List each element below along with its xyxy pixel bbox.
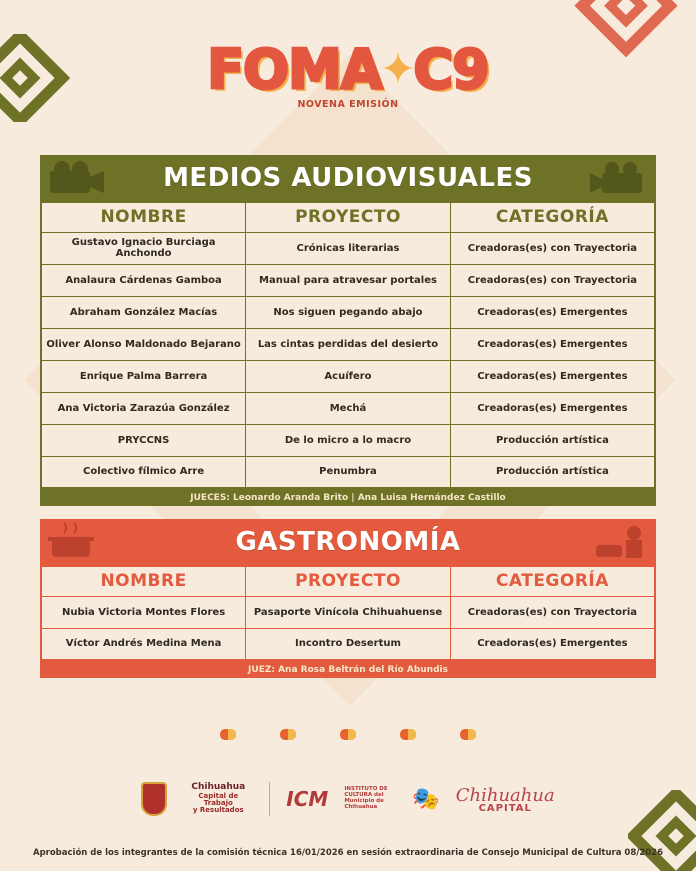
dot-icon [220, 729, 236, 740]
table-row [41, 264, 655, 296]
table-row [41, 232, 655, 264]
sponsor-logos [0, 782, 696, 816]
logo-title-right: C9 [413, 38, 489, 101]
nombre-cell: Abraham González Macías [41, 296, 246, 328]
nombre-cell: Nubia Victoria Montes Flores [41, 596, 246, 628]
medios-title: MEDIOS AUDIOVISUALES [163, 163, 533, 193]
medios-table [40, 201, 656, 489]
categoria-cell: Creadoras(es) Emergentes [450, 328, 655, 360]
table-row [41, 392, 655, 424]
proyecto-cell: Crónicas literarias [246, 232, 451, 264]
categoria-cell: Creadoras(es) Emergentes [450, 392, 655, 424]
proyecto-cell: De lo micro a lo macro [246, 424, 451, 456]
proyecto-cell: Manual para atravesar portales [246, 264, 451, 296]
theater-masks-icon: 🎭 [412, 786, 440, 812]
categoria-cell: Creadoras(es) con Trayectoria [450, 232, 655, 264]
table-row [41, 596, 655, 628]
decorative-dots [0, 729, 696, 740]
nombre-cell: Colectivo fílmico Arre [41, 456, 246, 488]
table-row [41, 328, 655, 360]
camera-illustration-icon [44, 159, 108, 199]
categoria-cell: Producción artística [450, 424, 655, 456]
medios-judges: JUECES: Leonardo Aranda Brito | Ana Luisa Hernández Castillo [40, 489, 656, 506]
table-row [41, 360, 655, 392]
dot-icon [400, 729, 416, 740]
column-header-nombre: NOMBRE [41, 566, 246, 596]
categoria-cell: Creadoras(es) con Trayectoria [450, 596, 655, 628]
column-header-categoria: CATEGORÍA [450, 566, 655, 596]
table-header-row [41, 202, 655, 232]
muni-line1: Chihuahua [191, 782, 246, 793]
categoria-cell: Creadoras(es) Emergentes [450, 628, 655, 660]
cooking-pot-illustration-icon [44, 523, 108, 563]
star-icon: ✦ [379, 44, 416, 95]
muni-line2: Capital de Trabajo [198, 791, 239, 808]
nombre-cell: Analaura Cárdenas Gamboa [41, 264, 246, 296]
table-row [41, 296, 655, 328]
proyecto-cell: Penumbra [246, 456, 451, 488]
proyecto-cell: Incontro Desertum [246, 628, 451, 660]
medios-header [40, 155, 656, 201]
nombre-cell: Gustavo Ignacio Burciaga Anchondo [41, 232, 246, 264]
nombre-cell: Víctor Andrés Medina Mena [41, 628, 246, 660]
nombre-cell: Ana Victoria Zarazúa González [41, 392, 246, 424]
proyecto-cell: Acuífero [246, 360, 451, 392]
gastronomia-judge: JUEZ: Ana Rosa Beltrán del Río Abundis [40, 661, 656, 678]
categoria-cell: Creadoras(es) Emergentes [450, 360, 655, 392]
nombre-cell: Oliver Alonso Maldonado Bejarano [41, 328, 246, 360]
nombre-cell: Enrique Palma Barrera [41, 360, 246, 392]
muni-line3: y Resultados [192, 806, 244, 815]
icm-subtitle: INSTITUTO DE CULTURA del Municipio de Chihuahua [344, 786, 388, 810]
table-row [41, 424, 655, 456]
categoria-cell: Producción artística [450, 456, 655, 488]
table-row [41, 628, 655, 660]
approval-note: Aprobación de los integrantes de la comisión técnica 16/01/2026 en sesión extraordinaria de Consejo Municipal de Cultura 08/2026 [32, 848, 663, 858]
dot-icon [460, 729, 476, 740]
nombre-cell: PRYCCNS [41, 424, 246, 456]
logo-subtitle: NOVENA EMISIÓN [297, 99, 399, 110]
dot-icon [340, 729, 356, 740]
logo-title [207, 38, 488, 101]
gastronomia-table [40, 565, 656, 661]
proyecto-cell: Las cintas perdidas del desierto [246, 328, 451, 360]
projector-illustration-icon [588, 159, 652, 199]
capital-script: Chihuahua [455, 784, 555, 806]
fomac-logo [0, 38, 696, 110]
municipio-logo [183, 783, 253, 814]
proyecto-cell: Pasaporte Vinícola Chihuahuense [246, 596, 451, 628]
column-header-nombre: NOMBRE [41, 202, 246, 232]
table-row [41, 456, 655, 488]
dot-icon [280, 729, 296, 740]
gastronomia-title: GASTRONOMÍA [235, 527, 461, 557]
cook-illustration-icon [588, 523, 652, 563]
chihuahua-capital-logo [456, 785, 555, 814]
column-header-proyecto: PROYECTO [246, 202, 451, 232]
categoria-cell: Creadoras(es) con Trayectoria [450, 264, 655, 296]
categoria-cell: Creadoras(es) Emergentes [450, 296, 655, 328]
column-header-proyecto: PROYECTO [246, 566, 451, 596]
gastronomia-header [40, 519, 656, 565]
municipal-crest-icon [141, 782, 167, 816]
medios-section [40, 155, 656, 506]
capital-word: CAPITAL [478, 802, 532, 814]
gastronomia-section [40, 519, 656, 678]
logo-title-left: FOMA [207, 38, 382, 101]
divider [269, 782, 270, 816]
proyecto-cell: Mechá [246, 392, 451, 424]
table-header-row [41, 566, 655, 596]
column-header-categoria: CATEGORÍA [450, 202, 655, 232]
proyecto-cell: Nos siguen pegando abajo [246, 296, 451, 328]
icm-logo: ICM [286, 787, 329, 811]
